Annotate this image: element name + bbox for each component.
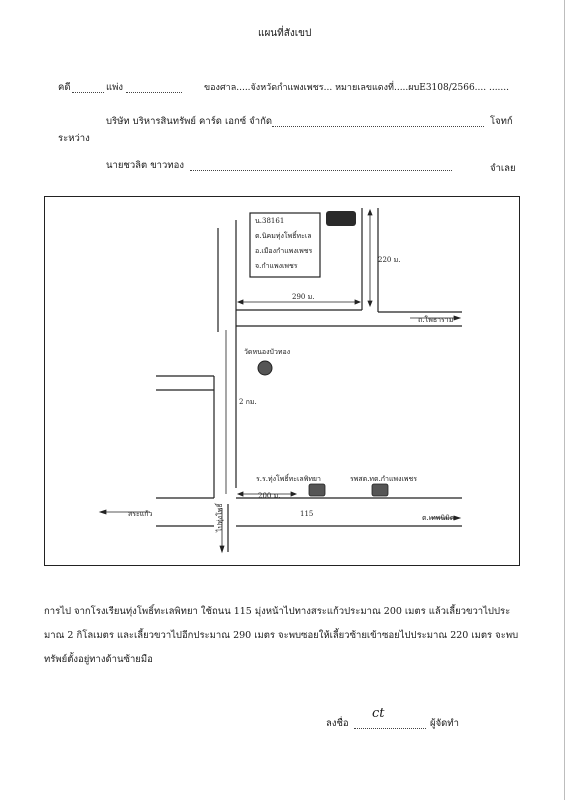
signature-label: ลงชื่อ [326,718,349,729]
arrow-head [238,492,243,496]
court-text: ของศาล.....จังหวัดกำแพงเพชร... หมายเลขแดงที่.....ผบE3108/2566.... ....... [204,83,510,93]
dist-2km-label: 2 กม. [239,398,257,406]
vertical-road-label: ไปทุ่งโพธิ์ [216,503,224,532]
arrow-head [368,210,372,215]
arrow-head [238,300,243,304]
temple-label: วัดหนองบัวทอง [244,348,291,356]
directions-line-1: การไป จากโรงเรียนทุ่งโพธิ์ทะเลพิทยา ใช้ถนน 115 มุ่งหน้าไปทางสระแก้วประมาณ 200 เมตร แล้วเลี้ยวขวาไปประ [44,606,511,617]
dist-220-label: 220 ม. [378,256,401,264]
plaintiff-label: แพ่ง [106,82,124,93]
info-line-1: น.38161 [255,217,285,225]
road-115-label: 115 [300,510,314,518]
document-title: แผนที่สังเขป [258,28,312,39]
defendant-name: นายชวลิต ขาวทอง [106,160,184,171]
info-line-3: อ.เมืองกำแพงเพชร [255,247,313,255]
info-line-2: ต.นิคมทุ่งโพธิ์ทะเล [255,232,312,240]
east-label: ต.เทพนิมิต [422,514,455,522]
soi-label: ถ.โพธาราม [418,316,454,324]
signature-mark: ct [372,706,385,721]
dist-290-label: 290 ม. [292,293,315,301]
temple-marker [258,361,272,375]
arrow-head [454,316,460,320]
arrow-head [100,510,106,514]
arrow-head [454,516,460,520]
defendant-role: จำเลย [490,163,516,174]
arrow-head [220,546,224,552]
case-label: คดี [58,82,71,93]
dist-200-label: 200 ม. [258,492,281,500]
plaintiff-company: บริษัท บริหารสินทรัพย์ คาร์ด เอกซ์ จำกัด [106,116,272,127]
directions-line-3: ทรัพย์ตั้งอยู่ทางด้านซ้ายมือ [44,654,153,665]
plaintiff-role: โจทก์ [490,116,513,127]
school-label: ร.ร.ทุ่งโพธิ์ทะเลพิทยา [256,475,321,483]
hospital-marker [372,484,388,496]
directions-paragraph [44,600,524,672]
arrow-head [291,492,296,496]
school-marker [309,484,325,496]
signature-role: ผู้จัดทำ [430,718,459,729]
directions-line-2: มาณ 2 กิโลเมตร และเลี้ยวขวาไปอีกประมาณ 290 เมตร จะพบซอยให้เลี้ยวซ้ายเข้าซอยไปประมาณ 220 เมตร จะพบ [44,630,519,641]
info-line-4: จ.กำแพงเพชร [255,262,298,270]
signature-line [354,728,426,729]
property-marker [326,211,356,226]
arrow-head [355,300,360,304]
hospital-label: รพสต.ทต.กำแพงเพชร [350,475,418,483]
west-label: สระแก้ว [128,510,153,518]
between-label: ระหว่าง [58,133,90,144]
arrow-head [368,301,372,306]
